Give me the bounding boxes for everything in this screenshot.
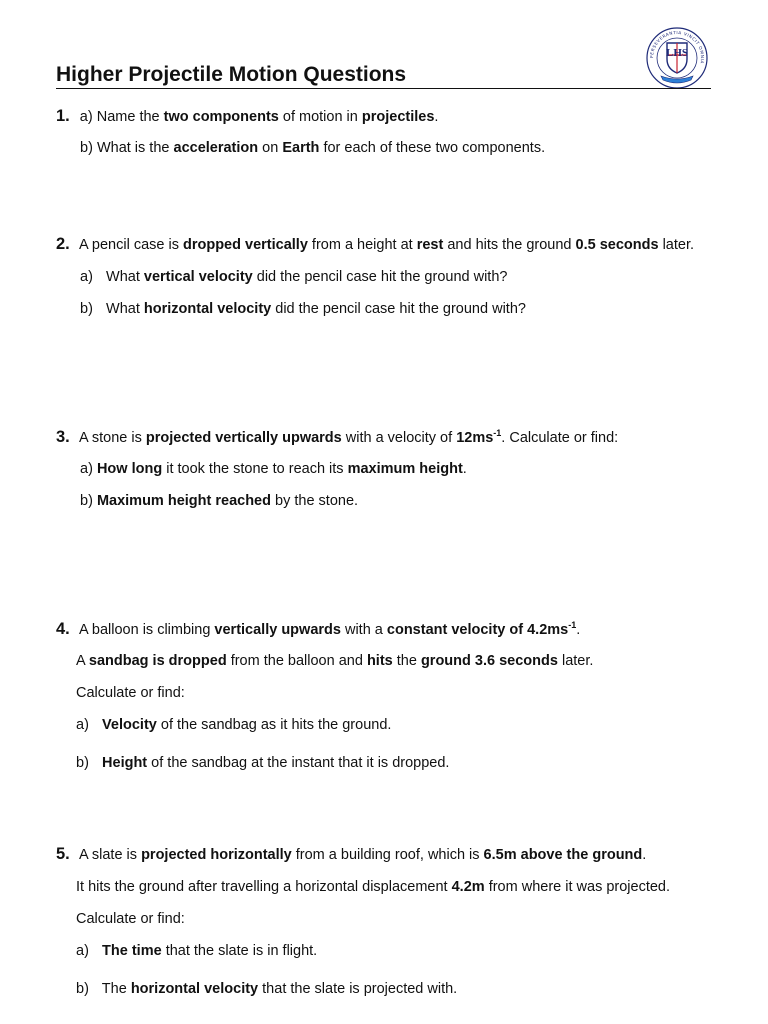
question-1-a: 1. a) Name the two components of motion in projectiles. [56,107,439,125]
question-number: 1. [56,107,70,125]
question-number: 3. [56,428,70,446]
question-4-line-3: Calculate or find: [76,685,185,701]
question-4-a: a) Velocity of the sandbag as it hits the ground. [76,717,392,733]
svg-text:PERSEVERANTIA VINCIT OMNIA: PERSEVERANTIA VINCIT OMNIA [648,29,706,65]
question-1-b: b) What is the acceleration on Earth for each of these two components. [80,140,546,156]
question-2-b: b) What horizontal velocity did the pencil case hit the ground with? [80,301,526,317]
question-5-b: b) The horizontal velocity that the slate is projected with. [76,981,458,997]
question-5-line-3: Calculate or find: [76,911,185,927]
question-3-a: a) How long it took the stone to reach its maximum height. [80,461,467,477]
question-5-a: a) The time that the slate is in flight. [76,943,318,959]
question-number: 4. [56,620,70,638]
question-5-stem: 5. A slate is projected horizontally from a building roof, which is 6.5m above the ground. [56,845,647,863]
question-2-stem: 2. A pencil case is dropped vertically from a height at rest and hits the ground 0.5 seconds later. [56,235,695,253]
school-crest-logo [639,26,715,90]
svg-text:LHS: LHS [665,47,689,59]
question-3-b: b) Maximum height reached by the stone. [80,493,359,509]
title-underline [56,88,711,89]
question-2-a: a) What vertical velocity did the pencil case hit the ground with? [80,269,508,285]
question-number: 2. [56,235,70,253]
question-4-line-2: A sandbag is dropped from the balloon and hits the ground 3.6 seconds later. [76,653,594,669]
question-4-b: b) Height of the sandbag at the instant that it is dropped. [76,755,450,771]
question-number: 5. [56,845,70,863]
question-3-stem: 3. A stone is projected vertically upwards with a velocity of $12ms^{-1}$. Calculate or find: [56,428,619,446]
page-title: Higher Projectile Motion Questions [56,63,407,86]
question-4-stem: 4. A balloon is climbing vertically upwards with a constant velocity of $4.2ms^{-1}$. [56,620,581,638]
question-5-line-2: It hits the ground after travelling a horizontal displacement 4.2m from where it was projected. [76,879,671,895]
